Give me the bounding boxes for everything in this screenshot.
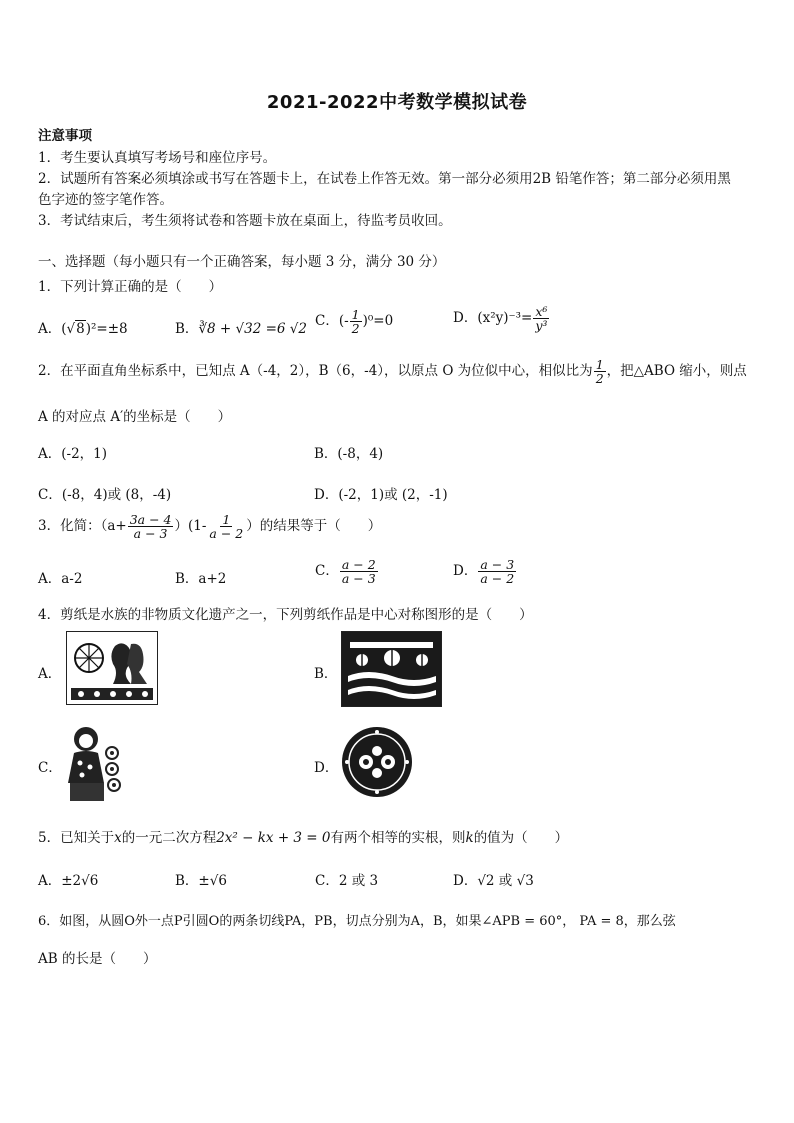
q3-d-fraction: $\frac{a - 3}{a - 2}$	[480, 557, 515, 587]
papercut-pattern-c	[64, 723, 124, 803]
q1-c-rest: )⁰=0	[362, 313, 394, 330]
q2-stem-c: A 的对应点 A′的坐标是（ ）	[38, 409, 232, 425]
q5-stem: 5．已知关于x的一元二次方程2x² − kx + 3 = 0有两个相等的实根，则k的值为（ ）	[38, 830, 569, 846]
q6-stem-a: 6．如图，从圆O外一点P引圆O的两条切线PA，PB，切点分别为A，B，如果∠APB = 60°， PA = 8，那么弦	[38, 914, 676, 929]
q2-stem-a: 2．在平面直角坐标系中，已知点 A（-4，2），B（6，-4），以原点 O 为位似中心，相似比为	[38, 363, 593, 380]
notice-item-2: 2．试题所有答案必须填涂或书写在答题卡上，在试卷上作答无效。第一部分必须用2B 铅笔作答；第二部分必须用黑	[38, 171, 731, 187]
q4-stem: 4．剪纸是水族的非物质文化遗产之一，下列剪纸作品是中心对称图形的是（ ）	[38, 607, 533, 623]
q1-d-fraction: $\frac{\text{x⁶}}{\text{y³}}$	[535, 304, 548, 334]
q5-option-d: D．√2 或 √3	[453, 873, 534, 889]
q2-option-b: B．(-8，4)	[314, 446, 384, 462]
notice-item-2-cont: 色字迹的签字笔作答。	[38, 192, 173, 208]
q1-d-label: D．(x²y)⁻³=	[453, 310, 533, 327]
sqrt-icon: √	[66, 321, 76, 337]
papercut-image-d	[340, 723, 414, 801]
q2-option-d: D．(-2，1)或 (2，-1)	[314, 487, 448, 503]
q1-a-label: A．(	[38, 321, 67, 337]
q3-stem-b: ）(1-	[174, 518, 207, 535]
q2-stem-b: ，把△ABO 缩小，则点	[606, 363, 747, 380]
q3-c-fraction: $\frac{a - 2}{a - 3}$	[341, 557, 376, 587]
q2-stem	[38, 358, 747, 385]
q1-c-label: C．(-	[315, 313, 349, 330]
q2-option-c: C．(-8，4)或 (8，-4)	[38, 487, 172, 503]
q4-option-b: B．	[314, 666, 338, 682]
q6-stem-b: AB 的长是（ ）	[38, 951, 157, 967]
q4-option-d: D．	[314, 760, 339, 776]
papercut-image-c	[64, 723, 124, 803]
q3-option-b: B．a+2	[175, 571, 227, 587]
q1-stem: 1．下列计算正确的是（ ）	[38, 279, 223, 295]
q1-b-expression: ∛8 + √32 =6 √2	[198, 321, 307, 337]
papercut-pattern-b	[342, 632, 441, 706]
notice-heading: 注意事项	[38, 128, 92, 144]
q5-option-a: A．±2√6	[38, 873, 99, 889]
q1-a-radicand: 8	[76, 321, 85, 337]
q3-fraction-1: $\frac{3a - 4}{a - 3}$	[129, 512, 172, 542]
q3-fraction-2: $\frac{1}{a - 2}$	[209, 512, 244, 542]
q3-stem	[38, 513, 381, 540]
q4-option-a: A．	[38, 666, 62, 682]
papercut-pattern-d	[340, 723, 414, 801]
q1-c-fraction: $\frac{1}{2}$	[351, 307, 360, 337]
q3-option-a: A．a-2	[38, 571, 83, 587]
q5-var-k: k	[465, 830, 474, 846]
q1-option-c	[315, 308, 393, 335]
q5-equation: 2x² − kx + 3 = 0	[216, 830, 331, 846]
q2-option-a: A．(-2，1)	[38, 446, 108, 462]
q5-var-x: x	[114, 830, 122, 846]
notice-item-1: 1．考生要认真填写考场号和座位序号。	[38, 150, 277, 166]
q1-a-rest: )²=±8	[85, 321, 128, 337]
papercut-pattern-a	[67, 632, 157, 704]
q1-option-b	[175, 317, 307, 337]
papercut-image-a	[66, 631, 158, 705]
page-title: 2021-2022中考数学模拟试卷	[266, 92, 528, 113]
q3-option-c: C． $\frac{a - 2}{a - 3}$	[315, 557, 376, 587]
q4-option-c: C．	[38, 760, 62, 776]
q5-option-b: B．±√6	[175, 873, 227, 889]
papercut-image-b	[341, 631, 442, 707]
q1-b-label: B．	[175, 321, 199, 337]
q1-option-d	[453, 305, 550, 332]
q1-option-a	[38, 317, 128, 337]
q3-stem-a: 3．化简：（a+	[38, 518, 127, 535]
q5-option-c: C．2 或 3	[315, 873, 379, 889]
section-heading: 一、选择题（每小题只有一个正确答案，每小题 3 分，满分 30 分）	[38, 254, 446, 270]
q2-ratio: $\frac{1}{2}$	[595, 357, 604, 387]
q3-option-d: D． $\frac{a - 3}{a - 2}$	[453, 557, 515, 587]
notice-item-3: 3．考试结束后，考生须将试卷和答题卡放在桌面上，待监考员收回。	[38, 213, 452, 229]
q3-stem-c: ）的结果等于（ ）	[246, 518, 382, 535]
